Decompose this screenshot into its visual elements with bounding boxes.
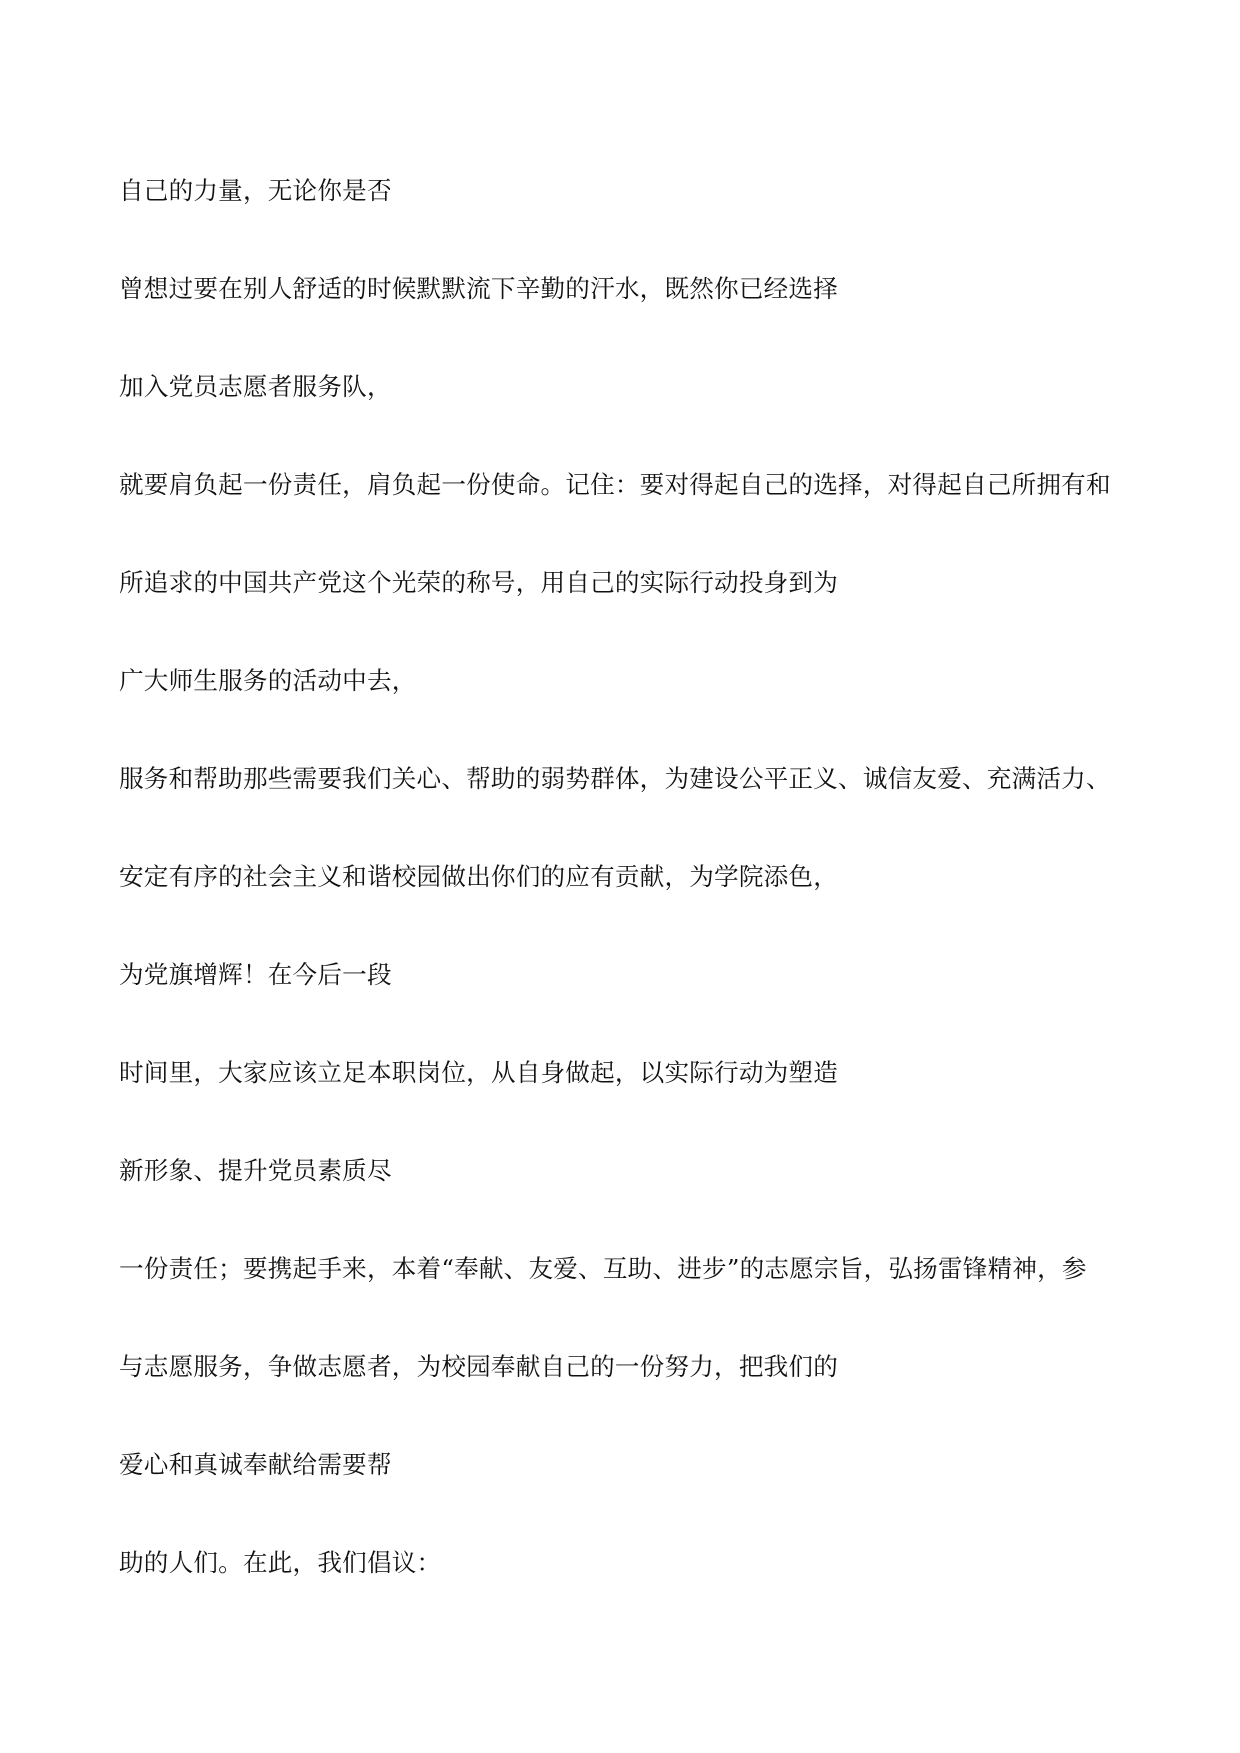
text-line: 服务和帮助那些需要我们关心、帮助的弱势群体，为建设公平正义、诚信友爱、充满活力、 <box>119 764 1111 793</box>
text-line: 自己的力量，无论你是否 <box>119 176 392 205</box>
text-line: 与志愿服务，争做志愿者，为校园奉献自己的一份努力，把我们的 <box>119 1352 839 1381</box>
text-line: 一份责任；要携起手来，本着“奉献、友爱、互助、进步”的志愿宗旨，弘扬雷锋精神，参 <box>119 1254 1087 1283</box>
text-line: 曾想过要在别人舒适的时候默默流下辛勤的汗水，既然你已经选择 <box>119 274 839 303</box>
text-line: 广大师生服务的活动中去， <box>119 666 417 695</box>
text-line: 时间里，大家应该立足本职岗位，从自身做起，以实际行动为塑造 <box>119 1058 839 1087</box>
text-line: 助的人们。在此，我们倡议： <box>119 1548 442 1577</box>
text-line: 为党旗增辉！在今后一段 <box>119 960 392 989</box>
text-line: 所追求的中国共产党这个光荣的称号，用自己的实际行动投身到为 <box>119 568 839 597</box>
text-line: 新形象、提升党员素质尽 <box>119 1156 392 1185</box>
text-line: 就要肩负起一份责任，肩负起一份使命。记住：要对得起自己的选择，对得起自己所拥有和 <box>119 470 1111 499</box>
text-line: 加入党员志愿者服务队， <box>119 372 392 401</box>
text-line: 爱心和真诚奉献给需要帮 <box>119 1450 392 1479</box>
text-line: 安定有序的社会主义和谐校园做出你们的应有贡献，为学院添色， <box>119 862 839 891</box>
